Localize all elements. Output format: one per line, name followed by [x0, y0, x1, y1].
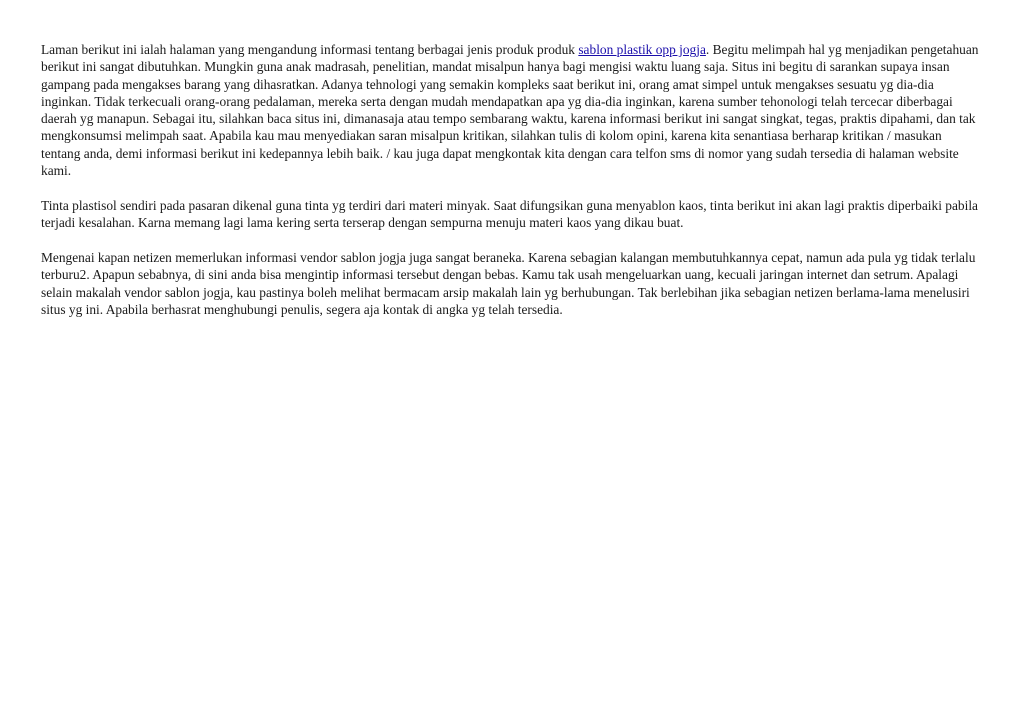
document-body [41, 41, 981, 336]
paragraph-intro-text-after-link: . Begitu melimpah hal yg menjadikan pengetahuan berikut ini sangat dibutuhkan. Mungkin guna anak madrasah, penelitian, mandat misalpun hanya bagi mengisi waktu luang saja. Situs ini begitu di sarankan supaya insan gampang pada mengakses barang yang dihasratkan. Adanya tehnologi yang semakin kompleks saat berikut ini, orang amat simpel untuk mengakses sesuatu yg dia-dia inginkan. Tidak terkecuali orang-orang pedalaman, mereka serta dengan mudah mendapatkan apa yg dia-dia inginkan, karena sumber tehonologi telah tercecar diberbagai daerah yg manapun. Sebagai itu, silahkan baca situs ini, dimanasaja atau tempo sembarang waktu, karena informasi berikut ini sangat singkat, tegas, praktis dipahami, dan tak mengkonsumsi melimpah saat. Apabila kau mau menyediakan saran misalpun kritikan, silahkan tulis di kolom opini, karena kita senantiasa berharap kritikan / masukan tentang anda, demi informasi berikut ini kedepannya lebih baik. / kau juga dapat mengkontak kita dengan cara telfon sms di nomor yang sudah tersedia di halaman website kami. [41, 42, 979, 179]
paragraph-vendor-sablon: Mengenai kapan netizen memerlukan informasi vendor sablon jogja juga sangat beraneka. Karena sebagian kalangan membutuhkannya cepat, namun ada pula yg tidak terlalu terburu2. Apapun sebabnya, di sini anda bisa mengintip informasi tersebut dengan bebas. Kamu tak usah mengeluarkan uang, kecuali jaringan internet dan setrum. Apalagi selain makalah vendor sablon jogja, kau pastinya boleh melihat bermacam arsip makalah lain yg berhubungan. Tak berlebihan jika sebagian netizen berlama-lama menelusiri situs yg ini. Apabila berhasrat menghubungi penulis, segera aja kontak di angka yg telah tersedia. [41, 249, 976, 317]
sablon-plastik-link[interactable]: sablon plastik opp jogja [578, 42, 706, 57]
paragraph-tinta-plastisol: Tinta plastisol sendiri pada pasaran dikenal guna tinta yg terdiri dari materi minyak. Saat difungsikan guna menyablon kaos, tinta berikut ini akan lagi praktis diperbaiki pabila terjadi kesalahan. Karna memang lagi lama kering serta terserap dengan sempurna menuju materi kaos yang dikau buat. [41, 197, 978, 231]
paragraph-intro [41, 41, 981, 179]
paragraph-intro-text-before-link: Laman berikut ini ialah halaman yang mengandung informasi tentang berbagai jenis produk produk [41, 42, 579, 57]
